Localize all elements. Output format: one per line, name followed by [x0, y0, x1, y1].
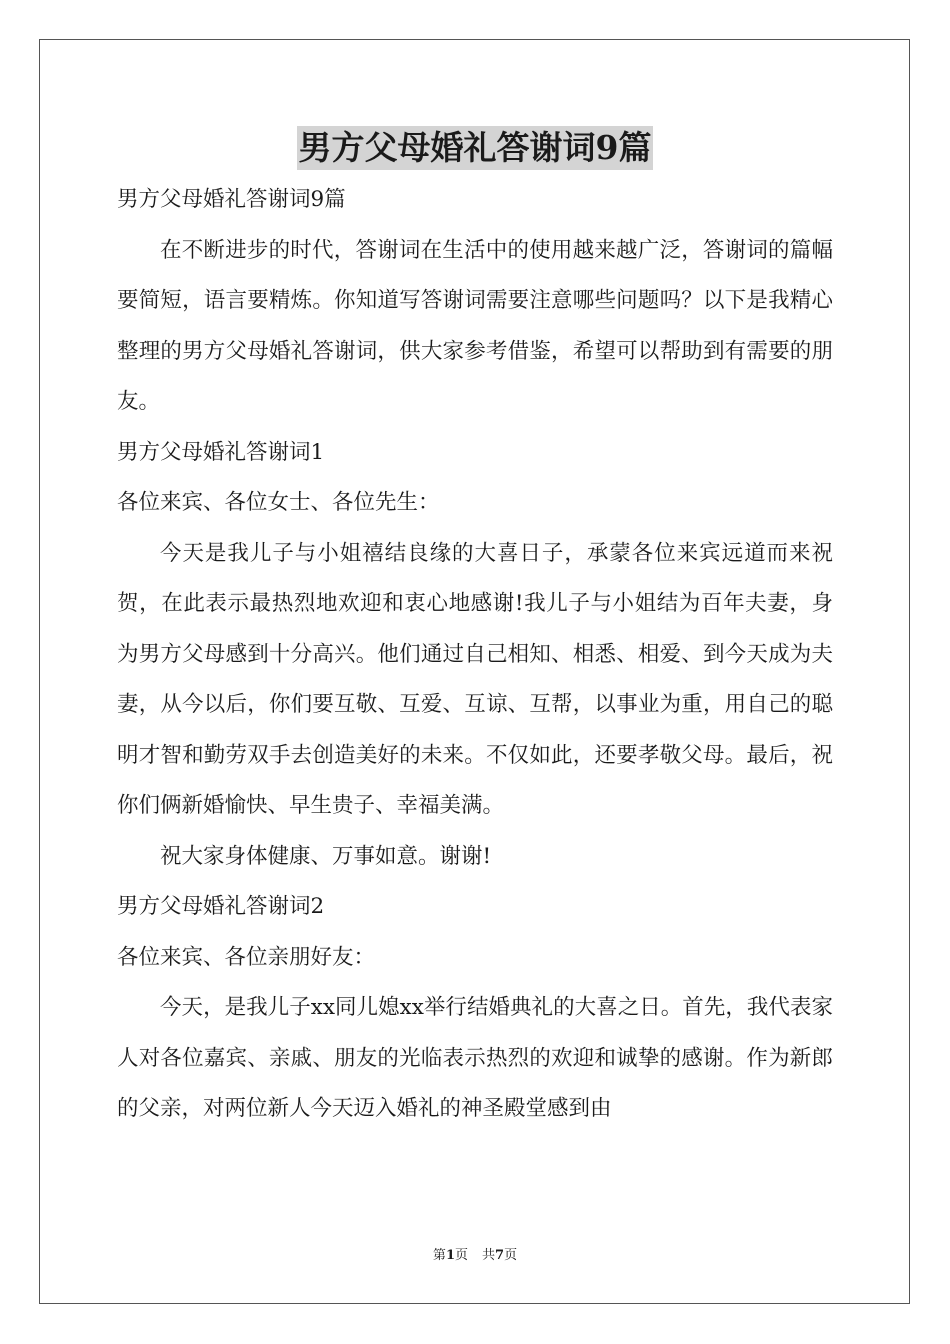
salutation-1: 各位来宾、各位女士、各位先生：	[117, 490, 440, 515]
title-container	[0, 126, 950, 170]
footer-total-suffix: 页	[504, 1248, 518, 1263]
salutation-2: 各位来宾、各位亲朋好友：	[117, 944, 376, 970]
document-title: 男方父母婚礼答谢词9篇	[297, 126, 654, 170]
footer-page-prefix: 第	[432, 1248, 446, 1263]
document-body	[117, 175, 833, 1135]
footer-page-total: 7	[495, 1248, 505, 1263]
speech-2-paragraph: 今天，是我儿子xx同儿媳xx举行结婚典礼的大喜之日。首先，我代表家人对各位嘉宾、亲戚、朋友的光临表示热烈的欢迎和诚挚的感谢。作为新郎的父亲，对两位新人今天迈入婚礼的神圣殿堂感到由	[117, 995, 833, 1121]
speech-1-closing: 祝大家身体健康、万事如意。谢谢!	[160, 843, 492, 869]
intro-paragraph: 在不断进步的时代，答谢词在生活中的使用越来越广泛，答谢词的篇幅要简短，语言要精炼。你知道写答谢词需要注意哪些问题吗？以下是我精心整理的男方父母婚礼答谢词，供大家参考借鉴，希望可以帮助到有需要的朋友。	[117, 237, 833, 414]
section-heading-2: 男方父母婚礼答谢词2	[117, 894, 325, 919]
section-heading-1: 男方父母婚礼答谢词1	[117, 439, 325, 465]
subtitle-line: 男方父母婚礼答谢词9篇	[117, 187, 346, 212]
footer-total-prefix: 共	[482, 1248, 496, 1263]
footer-page-suffix: 页	[454, 1248, 468, 1263]
speech-1-paragraph: 今天是我儿子与小姐禧结良缘的大喜日子，承蒙各位来宾远道而来祝贺，在此表示最热烈地欢迎和衷心地感谢!我儿子与小姐结为百年夫妻，身为男方父母感到十分高兴。他们通过自己相知、相悉、相爱、到今天成为夫妻，从今以后，你们要互敬、互爱、互谅、互帮，以事业为重，用自己的聪明才智和勤劳双手去创造美好的未来。不仅如此，还要孝敬父母。最后，祝你们俩新婚愉快、早生贵子、幸福美满。	[117, 540, 833, 818]
page-footer	[0, 1246, 950, 1266]
footer-page-current: 1	[445, 1248, 455, 1263]
